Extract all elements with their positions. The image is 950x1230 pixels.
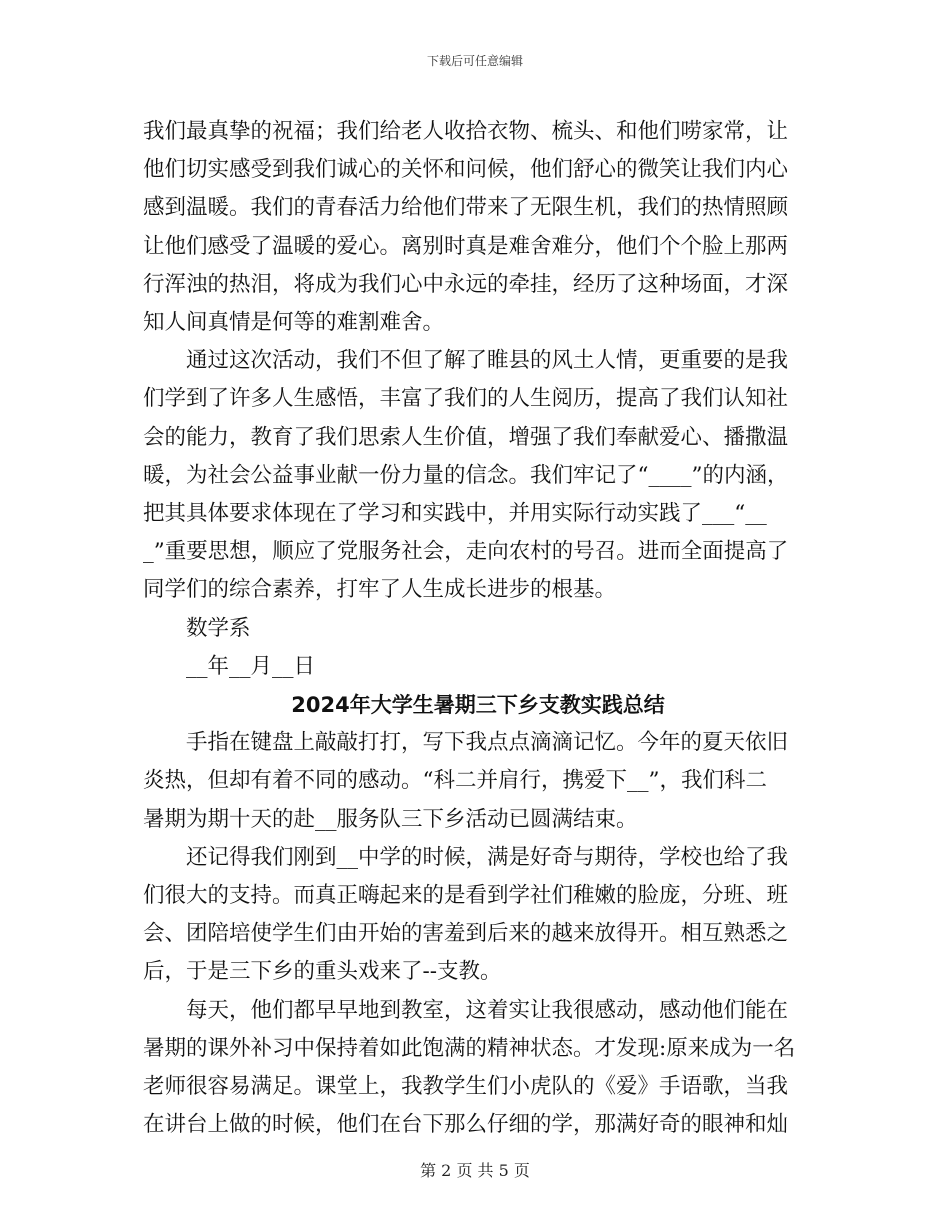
text-line: 每天，他们都早早地到教室，这着实让我很感动，感动他们能在 xyxy=(186,997,789,1023)
text-line: 会的能力，教育了我们思索人生价值，增强了我们奉献爱心、播撒温 xyxy=(143,424,789,450)
text-line: 他们切实感受到我们诚心的关怀和问候，他们舒心的微笑让我们内心 xyxy=(143,157,789,183)
text-line: 炎热，但却有着不同的感动。“科二并肩行，携爱下__”，我们科二 xyxy=(143,768,767,794)
text-line: 暑期的课外补习中保持着如此饱满的精神状态。才发现:原来成为一名 xyxy=(143,1035,796,1061)
text-line: 会、团陪培使学生们由开始的害羞到后来的越来放得开。相互熟悉之 xyxy=(143,921,789,947)
text-line: 们很大的支持。而真正嗨起来的是看到学社们稚嫩的脸庞，分班、班 xyxy=(143,883,789,909)
text-line: 后，于是三下乡的重头戏来了--支教。 xyxy=(143,959,502,985)
text-line: 在讲台上做的时候，他们在台下那么仔细的学，那满好奇的眼神和灿 xyxy=(143,1112,789,1138)
text-line: 知人间真情是何等的难割难舍。 xyxy=(143,310,445,336)
paragraph-4 xyxy=(143,839,813,992)
document-body xyxy=(143,113,813,1144)
paragraph-5 xyxy=(143,992,813,1145)
paragraph-3 xyxy=(143,724,813,839)
text-line: 暖，为社会公益事业献一份力量的信念。我们牢记了“____”的内涵， xyxy=(143,462,789,488)
page-footer: 第 2 页 共 5 页 xyxy=(420,1161,530,1180)
text-line: 我们最真挚的祝福；我们给老人收拾衣物、梳头、和他们唠家常，让 xyxy=(143,119,789,144)
text-line: 老师很容易满足。课堂上，我教学生们小虎队的《爱》手语歌，当我 xyxy=(143,1074,789,1100)
text-line: 手指在键盘上敲敲打打，写下我点点滴滴记忆。今年的夏天依旧 xyxy=(186,730,789,756)
text-line: _”重要思想，顺应了党服务社会，走向农村的号召。进而全面提高了 xyxy=(143,539,789,565)
text-line: 把其具体要求体现在了学习和实践中，并用实际行动实践了___“__ xyxy=(143,501,767,527)
page-header: 下载后可任意编辑 xyxy=(426,54,523,68)
paragraph-2 xyxy=(143,342,813,609)
section-title: 2024年大学生暑期三下乡支教实践总结 xyxy=(291,693,665,718)
paragraph-1 xyxy=(143,113,813,342)
text-line: 还记得我们刚到__中学的时候，满是好奇与期待，学校也给了我 xyxy=(186,844,789,870)
signature-date: __年__月__日 xyxy=(186,653,316,679)
text-line: 暑期为期十天的赴__服务队三下乡活动已圆满结束。 xyxy=(143,806,638,832)
text-line: 通过这次活动，我们不但了解了睢县的风土人情，更重要的是我 xyxy=(186,348,789,374)
text-line: 同学们的综合素养，打牢了人生成长进步的根基。 xyxy=(143,577,617,603)
text-line: 让他们感受了温暖的爱心。离别时真是难舍难分，他们个个脸上那两 xyxy=(143,233,789,259)
text-line: 行浑浊的热泪，将成为我们心中永远的牵挂，经历了这种场面，才深 xyxy=(143,271,789,297)
text-line: 们学到了许多人生感悟，丰富了我们的人生阅历，提高了我们认知社 xyxy=(143,386,789,412)
text-line: 感到温暖。我们的青春活力给他们带来了无限生机，我们的热情照顾 xyxy=(143,195,789,221)
signature-department: 数学系 xyxy=(186,615,251,641)
